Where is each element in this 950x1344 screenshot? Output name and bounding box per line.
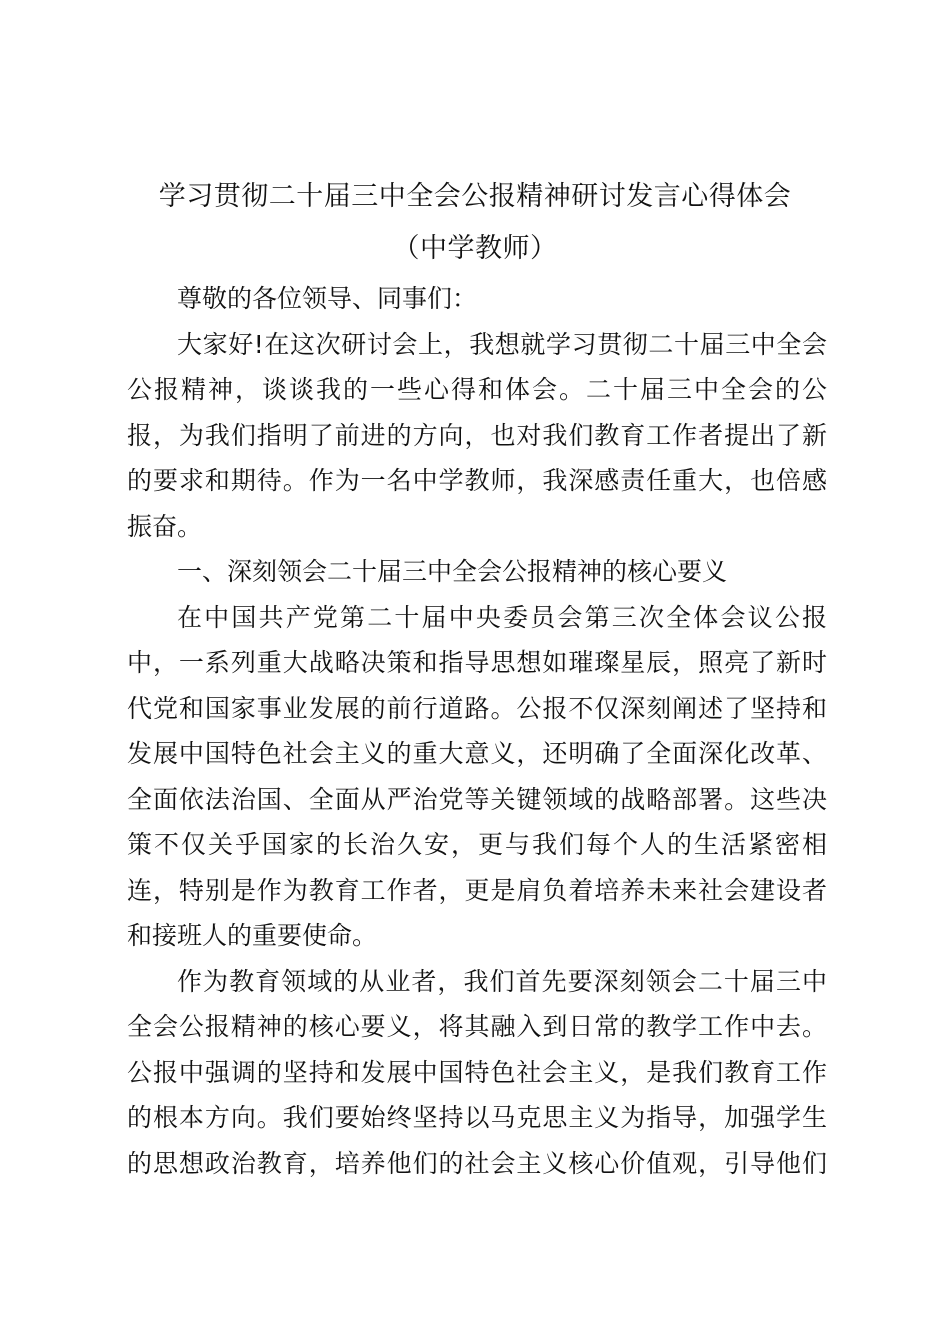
text-line: 中，一系列重大战略决策和指导思想如璀璨星辰，照亮了新时 bbox=[127, 648, 827, 677]
text-line: 的要求和期待。作为一名中学教师，我深感责任重大，也倍感 bbox=[127, 466, 827, 495]
text-line: 代党和国家事业发展的前行道路。公报不仅深刻阐述了坚持和 bbox=[127, 693, 827, 723]
document-title: 学习贯彻二十届三中全会公报精神研讨发言心得体会 bbox=[158, 181, 792, 212]
text-line: 全会公报精神的核心要义，将其融入到日常的教学工作中去。 bbox=[127, 1012, 827, 1041]
text-line: 策不仅关乎国家的长治久安，更与我们每个人的生活紧密相 bbox=[127, 830, 827, 859]
text-line: 的根本方向。我们要始终坚持以马克思主义为指导，加强学生 bbox=[127, 1103, 827, 1132]
text-line: 的思想政治教育，培养他们的社会主义核心价值观，引导他们 bbox=[127, 1148, 827, 1178]
text-line: 一、深刻领会二十届三中全会公报精神的核心要义 bbox=[177, 557, 728, 586]
text-line: 尊敬的各位领导、同事们： bbox=[177, 284, 478, 313]
document-body bbox=[127, 276, 827, 1186]
text-line: 大家好!在这次研讨会上，我想就学习贯彻二十届三中全会 bbox=[177, 329, 827, 359]
text-line: 发展中国特色社会主义的重大意义，还明确了全面深化改革、 bbox=[127, 739, 827, 768]
text-line: 和接班人的重要使命。 bbox=[127, 921, 378, 950]
text-line: 公报中强调的坚持和发展中国特色社会主义，是我们教育工作 bbox=[127, 1057, 827, 1087]
text-line: 在中国共产党第二十届中央委员会第三次全体会议公报 bbox=[177, 602, 827, 632]
text-line: 全面依法治国、全面从严治党等关键领域的战略部署。这些决 bbox=[127, 784, 827, 814]
text-line: 振奋。 bbox=[127, 511, 203, 541]
text-line: 报，为我们指明了前进的方向，也对我们教育工作者提出了新 bbox=[127, 420, 827, 450]
document-subtitle: （中学教师） bbox=[392, 233, 558, 264]
text-line: 连，特别是作为教育工作者，更是肩负着培养未来社会建设者 bbox=[127, 875, 827, 905]
text-line: 作为教育领域的从业者，我们首先要深刻领会二十届三中 bbox=[177, 966, 827, 996]
text-line: 公报精神，谈谈我的一些心得和体会。二十届三中全会的公 bbox=[127, 375, 827, 404]
